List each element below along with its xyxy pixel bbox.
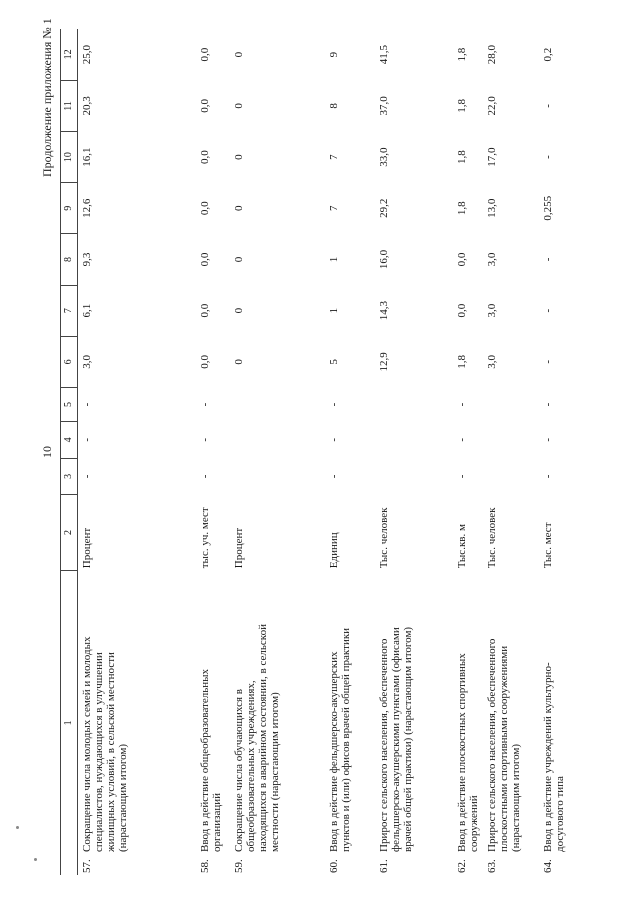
value-cell: 37,0 [377, 96, 390, 116]
row-number: 59. [232, 859, 245, 873]
value-cell: 0 [232, 359, 245, 365]
header-cell: 10 [61, 131, 78, 182]
header-cell: 6 [61, 336, 78, 387]
value-cell: - [327, 402, 340, 407]
value-cell: 0 [232, 205, 245, 212]
value-cell: 0 [232, 307, 245, 314]
value-cell: 28,0 [485, 45, 498, 65]
header-cell: 1 [61, 570, 78, 875]
value-cell: - [541, 308, 554, 313]
row-number: 63. [485, 859, 498, 873]
indicator-name: Сокращение числа обучающихся в общеобразовательных учреждениях, находящихся в аварийном состоянии, в сельской местности (нарастающим итогом) [232, 624, 281, 852]
value-cell: - [455, 474, 468, 479]
table-row [453, 29, 483, 875]
header-cell: 4 [61, 422, 78, 459]
indicator-name: Ввод в действие общеобразовательных организаций [198, 668, 223, 852]
value-cell: - [541, 104, 554, 108]
value-cell: 9,3 [81, 252, 93, 267]
indicator-cell [78, 570, 196, 875]
value-cell: 0 [232, 154, 245, 160]
row-number: 61. [377, 859, 390, 873]
row-number: 62. [455, 859, 468, 873]
header-cell: 12 [61, 29, 78, 80]
header-cell: 9 [61, 183, 78, 234]
value-cell: 7 [327, 154, 340, 160]
value-cell: - [541, 155, 554, 159]
value-cell: - [455, 402, 468, 407]
value-cell: 17,0 [485, 147, 498, 167]
value-cell: 16,1 [81, 147, 93, 167]
unit-cell: Тыс.кв. м [455, 524, 468, 569]
value-cell: 25,0 [81, 45, 93, 65]
value-cell: - [541, 438, 554, 442]
value-cell: - [541, 474, 554, 479]
scan-speck [34, 858, 37, 861]
header-cell: 11 [61, 80, 78, 131]
value-cell [483, 422, 539, 459]
value-cell: 0,0 [198, 99, 211, 113]
value-cell: 0,0 [198, 47, 211, 62]
value-cell: 20,3 [81, 96, 93, 116]
unit-cell: Тыс. мест [541, 522, 554, 569]
header-cell: 8 [61, 234, 78, 285]
value-cell: 5 [327, 359, 340, 365]
value-cell: 0 [232, 103, 245, 109]
value-cell: 3,0 [81, 354, 93, 369]
value-cell: 1,8 [455, 201, 468, 216]
value-cell: - [455, 438, 468, 442]
value-cell: 0,0 [198, 354, 211, 369]
value-cell: 0,0 [198, 150, 211, 164]
value-cell: 1,8 [455, 354, 468, 369]
header-cell: 5 [61, 387, 78, 421]
value-cell: 9 [327, 51, 340, 58]
value-cell: 12,6 [81, 198, 93, 218]
value-cell [230, 422, 325, 459]
value-cell: 16,0 [377, 249, 390, 270]
indicator-name: Прирост сельского населения, обеспеченного фельдшерско-акушерскими пунктами (офисами врачей общей практики) (нарастающим итогом) [377, 626, 414, 852]
value-cell: 1 [327, 307, 340, 314]
indicator-name: Сокращение числа молодых семей и молодых специалистов, нуждающихся в улучшении жилищных условий, в сельской местности (нарастающим итогом) [81, 636, 129, 852]
value-cell: 0,0 [198, 201, 211, 216]
value-cell: 0,0 [198, 252, 211, 267]
unit-cell: Тыс. человек [485, 507, 498, 569]
indicator-cell [453, 570, 483, 875]
indicator-cell [325, 570, 375, 875]
value-cell: - [198, 474, 211, 479]
indicator-name: Ввод в действие фельдшерско-акушерских пунктов и (или) офисов врачей общей практики [327, 627, 352, 852]
table-row [78, 29, 196, 875]
value-cell [375, 387, 453, 421]
indicator-cell [483, 570, 539, 875]
value-cell: 1,8 [455, 150, 468, 164]
value-cell: 14,3 [377, 301, 390, 321]
value-cell: 0,0 [455, 303, 468, 318]
value-cell: - [327, 438, 340, 442]
value-cell: 0 [232, 51, 245, 58]
unit-cell: Процент [232, 527, 245, 569]
value-cell: 29,2 [377, 198, 390, 218]
value-cell [483, 458, 539, 495]
value-cell: 0 [232, 256, 245, 263]
table-row [230, 29, 325, 875]
value-cell: 0,0 [198, 303, 211, 318]
unit-cell: Процент [81, 527, 93, 569]
value-cell: - [541, 402, 554, 407]
value-cell [375, 458, 453, 495]
unit-cell: тыс. уч. мест [198, 507, 211, 569]
table-row [375, 29, 453, 875]
value-cell: 22,0 [485, 96, 498, 116]
value-cell [483, 387, 539, 421]
value-cell: 0,2 [541, 47, 554, 62]
value-cell: 3,0 [485, 354, 498, 369]
value-cell: 7 [327, 205, 340, 212]
value-cell: 1,8 [455, 99, 468, 113]
table-row [325, 29, 375, 875]
header-cell: 3 [61, 458, 78, 495]
value-cell: 3,0 [485, 252, 498, 267]
header-row [61, 29, 78, 875]
header-cell: 2 [61, 495, 78, 571]
row-number: 60. [327, 859, 340, 873]
indicator-name: Ввод в действие плоскостных спортивных сооружений [455, 653, 480, 852]
unit-cell: Тыс. человек [377, 507, 390, 569]
row-number: 64. [541, 859, 554, 873]
indicator-name: Прирост сельского населения, обеспеченного плоскостными спортивными сооружениями (нарастающим итогом) [485, 638, 522, 852]
value-cell: 8 [327, 103, 340, 109]
value-cell: - [81, 474, 93, 479]
value-cell: 33,0 [377, 147, 390, 167]
value-cell: 1 [327, 256, 340, 263]
value-cell: 41,5 [377, 45, 390, 65]
value-cell: 3,0 [485, 303, 498, 318]
header-cell: 7 [61, 285, 78, 336]
value-cell: - [81, 402, 93, 407]
value-cell: 12,9 [377, 352, 390, 372]
value-cell: 13,0 [485, 198, 498, 218]
indicator-cell [375, 570, 453, 875]
scan-speck [16, 826, 19, 829]
value-cell: 6,1 [81, 303, 93, 318]
indicator-name: Ввод в действие учреждений культурно-досугового типа [541, 662, 566, 852]
indicator-cell [539, 570, 575, 875]
unit-cell: Единиц [327, 532, 340, 569]
row-number: 58. [198, 859, 211, 873]
appendix-continuation: Продолжение приложения № 1 [40, 18, 54, 177]
page-number: 10 [40, 446, 54, 458]
value-cell: - [198, 438, 211, 442]
value-cell: - [81, 438, 93, 442]
value-cell [375, 422, 453, 459]
table-row [196, 29, 230, 875]
indicator-cell [230, 570, 325, 875]
value-cell: 0,255 [541, 195, 554, 221]
value-cell: - [541, 360, 554, 364]
value-cell: - [198, 402, 211, 407]
value-cell: 1,8 [455, 47, 468, 62]
value-cell: - [327, 474, 340, 479]
value-cell: - [541, 257, 554, 262]
row-number: 57. [81, 859, 93, 873]
value-cell [230, 387, 325, 421]
table-row [483, 29, 539, 875]
indicators-table [60, 29, 575, 875]
value-cell: 0,0 [455, 252, 468, 267]
value-cell [230, 458, 325, 495]
indicator-cell [196, 570, 230, 875]
table-row [539, 29, 575, 875]
